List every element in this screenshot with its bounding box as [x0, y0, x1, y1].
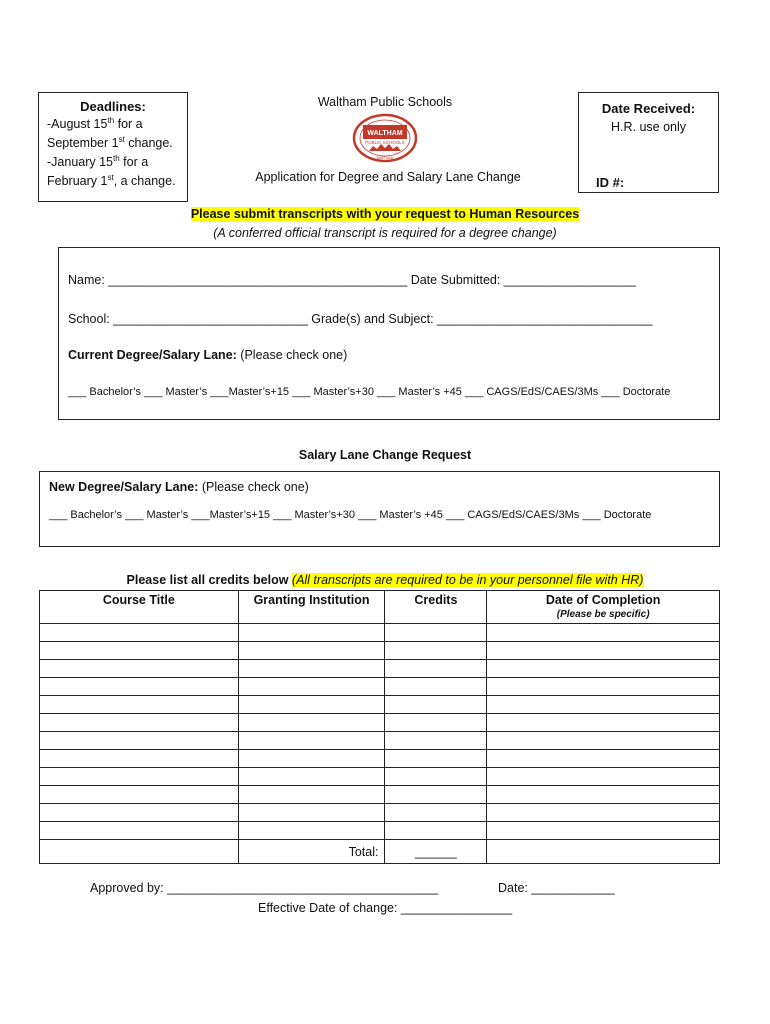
completion-date-cell[interactable]: [487, 624, 720, 642]
svg-text:WALTHAM: WALTHAM: [376, 156, 394, 160]
course-title-cell[interactable]: [40, 822, 239, 840]
col-credits: Credits: [385, 591, 487, 624]
course-title-cell[interactable]: [40, 714, 239, 732]
svg-text:PUBLIC SCHOOLS: PUBLIC SCHOOLS: [365, 140, 405, 145]
institution-cell[interactable]: [238, 732, 385, 750]
credits-cell[interactable]: [385, 678, 487, 696]
credits-cell[interactable]: [385, 660, 487, 678]
credits-cell[interactable]: [385, 732, 487, 750]
deadline-line-1: -August 15th for a: [47, 115, 143, 131]
table-row: [40, 642, 720, 660]
total-row: [40, 840, 720, 864]
course-title-cell[interactable]: [40, 750, 239, 768]
date-received-label: Date Received:: [601, 101, 696, 116]
table-row: [40, 768, 720, 786]
school-grade-line[interactable]: School: ____________________________ Grade(s) and Subject: _______________________________: [68, 312, 653, 326]
credits-cell[interactable]: [385, 696, 487, 714]
institution-cell[interactable]: [238, 714, 385, 732]
course-title-cell[interactable]: [40, 804, 239, 822]
table-row: [40, 696, 720, 714]
name-date-line[interactable]: Name: ___________________________________________ Date Submitted: ___________________: [68, 273, 636, 287]
transcript-notice: Please submit transcripts with your request to Human Resources: [190, 207, 580, 221]
completion-date-cell[interactable]: [487, 642, 720, 660]
credits-cell[interactable]: [385, 804, 487, 822]
table-row: [40, 624, 720, 642]
deadline-line-3: -January 15th for a: [47, 153, 149, 169]
hr-use-only-label: H.R. use only: [610, 120, 687, 134]
deadlines-title: Deadlines:: [80, 99, 146, 114]
credits-header-row: [40, 591, 720, 624]
institution-cell[interactable]: [238, 678, 385, 696]
district-seal-logo: [351, 113, 419, 165]
course-title-cell[interactable]: [40, 678, 239, 696]
completion-date-cell[interactable]: [487, 750, 720, 768]
course-title-cell[interactable]: [40, 642, 239, 660]
table-row: [40, 750, 720, 768]
id-label: ID #:: [596, 175, 625, 190]
new-lane-box: [39, 471, 720, 547]
table-row: [40, 822, 720, 840]
approved-by-line[interactable]: Approved by: _______________________________________: [90, 881, 439, 895]
course-title-cell[interactable]: [40, 732, 239, 750]
deadlines-box: [38, 92, 188, 202]
deadline-line-4: February 1st, a change.: [47, 172, 176, 188]
col-course-title: Course Title: [40, 591, 239, 624]
completion-date-cell[interactable]: [487, 696, 720, 714]
table-row: [40, 660, 720, 678]
course-title-cell[interactable]: [40, 768, 239, 786]
completion-date-cell[interactable]: [487, 678, 720, 696]
credits-cell[interactable]: [385, 642, 487, 660]
course-title-cell[interactable]: [40, 624, 239, 642]
new-lane-label: New Degree/Salary Lane: (Please check one): [49, 480, 309, 494]
request-heading: Salary Lane Change Request: [298, 448, 472, 462]
table-row: [40, 804, 720, 822]
course-title-cell[interactable]: [40, 786, 239, 804]
col-date-of-completion: Date of Completion (Please be specific): [487, 591, 720, 624]
credits-intro: Please list all credits below (All transcripts are required to be in your personnel file with HR): [126, 573, 644, 587]
approval-date-line[interactable]: Date: ____________: [498, 881, 615, 895]
applicant-info-box: [58, 247, 720, 420]
completion-date-cell[interactable]: [487, 804, 720, 822]
total-spacer-cell: [40, 840, 239, 864]
degree-transcript-note: (A conferred official transcript is required for a degree change): [213, 226, 557, 240]
table-row: [40, 678, 720, 696]
current-lane-options[interactable]: ___ Bachelor’s ___ Master’s ___Master’s+15 ___ Master’s+30 ___ Master’s +45 ___ CAGS/EdS/CAES/3Ms ___ Doctorate: [68, 386, 671, 398]
credits-cell[interactable]: [385, 624, 487, 642]
completion-date-cell[interactable]: [487, 768, 720, 786]
institution-cell[interactable]: [238, 660, 385, 678]
completion-date-cell[interactable]: [487, 660, 720, 678]
institution-cell[interactable]: [238, 804, 385, 822]
completion-date-cell[interactable]: [487, 714, 720, 732]
credits-cell[interactable]: [385, 768, 487, 786]
table-row: [40, 714, 720, 732]
completion-date-cell[interactable]: [487, 732, 720, 750]
completion-date-cell[interactable]: [487, 786, 720, 804]
total-empty-cell: [487, 840, 720, 864]
credits-cell[interactable]: [385, 714, 487, 732]
effective-date-line[interactable]: Effective Date of change: ________________: [258, 901, 513, 915]
table-row: [40, 786, 720, 804]
date-specific-note: (Please be specific): [556, 609, 650, 620]
institution-cell[interactable]: [238, 696, 385, 714]
course-title-cell[interactable]: [40, 660, 239, 678]
institution-cell[interactable]: [238, 786, 385, 804]
institution-cell[interactable]: [238, 642, 385, 660]
institution-cell[interactable]: [238, 822, 385, 840]
deadline-line-2: September 1st change.: [47, 134, 173, 150]
hr-use-box: [578, 92, 719, 193]
credits-cell[interactable]: [385, 822, 487, 840]
new-lane-options[interactable]: ___ Bachelor’s ___ Master’s ___Master’s+15 ___ Master’s+30 ___ Master’s +45 ___ CAGS/EdS/CAES/3Ms ___ Doctorate: [49, 509, 652, 521]
table-row: [40, 732, 720, 750]
institution-cell[interactable]: [238, 624, 385, 642]
credits-table: [39, 590, 720, 864]
deadlines-text: [39, 115, 187, 191]
svg-text:WALTHAM: WALTHAM: [367, 130, 403, 137]
form-title: Application for Degree and Salary Lane Change: [255, 170, 521, 184]
completion-date-cell[interactable]: [487, 822, 720, 840]
total-credits-field[interactable]: ______: [385, 840, 487, 864]
institution-cell[interactable]: [238, 750, 385, 768]
col-granting-institution: Granting Institution: [238, 591, 385, 624]
institution-cell[interactable]: [238, 768, 385, 786]
org-name: Waltham Public Schools: [317, 95, 453, 109]
course-title-cell[interactable]: [40, 696, 239, 714]
credits-cell[interactable]: [385, 750, 487, 768]
total-label: Total:: [238, 840, 385, 864]
current-lane-label: Current Degree/Salary Lane: (Please check one): [68, 348, 348, 362]
credits-cell[interactable]: [385, 786, 487, 804]
